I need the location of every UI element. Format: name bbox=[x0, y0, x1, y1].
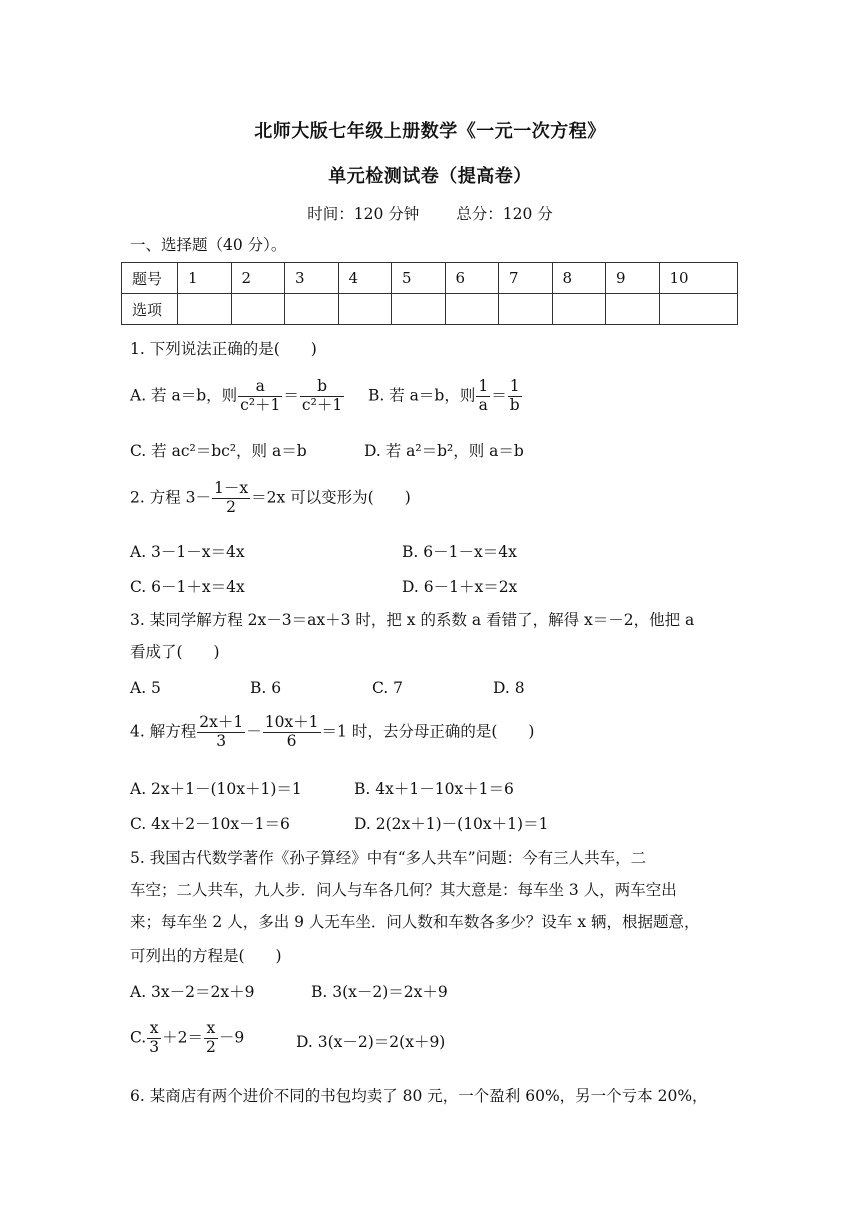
table-cell: 10 bbox=[659, 263, 738, 294]
q3-option-c: C. 7 bbox=[372, 679, 404, 697]
q1-option-b: B. 若 a＝b，则 $\frac{1}{a}$ ＝ $\frac{1}{b}$ bbox=[368, 377, 520, 414]
exam-time: 时间：120 分钟 bbox=[307, 205, 420, 223]
answer-cell[interactable] bbox=[552, 294, 606, 325]
table-cell: 1 bbox=[178, 263, 232, 294]
fraction: $\frac{a}{\text{c²＋1}}$ bbox=[240, 377, 281, 414]
fraction: $\frac{2x+1}{3}$ bbox=[199, 713, 244, 750]
q4-option-c: C. 4x＋2－10x－1＝6 bbox=[130, 815, 290, 833]
answer-cell[interactable] bbox=[392, 294, 446, 325]
q5-stem-line4: 可列出的方程是( ) bbox=[130, 947, 282, 965]
table-cell: 4 bbox=[338, 263, 392, 294]
table-header-cell: 题号 bbox=[122, 263, 178, 294]
q3-option-a: A. 5 bbox=[130, 679, 161, 697]
table-cell: 9 bbox=[606, 263, 660, 294]
page-subtitle: 单元检测试卷（提高卷） bbox=[328, 166, 532, 187]
table-cell: 7 bbox=[499, 263, 553, 294]
fraction: $\frac{1}{a}$ bbox=[478, 377, 489, 414]
q5-option-c: C. $\frac{x}{3}$ ＋2＝ $\frac{x}{2}$ －9 bbox=[130, 1019, 245, 1056]
page-title: 北师大版七年级上册数学《一元一次方程》 bbox=[254, 121, 606, 142]
q5-stem-line2: 车空；二人共车，九人步．问人与车各几何？其大意是：每车坐 3 人，两车空出 bbox=[130, 881, 677, 899]
table-cell: 5 bbox=[392, 263, 446, 294]
table-row bbox=[122, 263, 738, 294]
answer-cell[interactable] bbox=[445, 294, 499, 325]
q2-option-c: C. 6－1＋x＝4x bbox=[130, 578, 245, 596]
q2-stem: 2. 方程 3－ $\frac{1-x}{2}$ ＝2x 可以变形为( ) bbox=[130, 479, 411, 516]
q1-option-a: A. 若 a＝b，则 $\frac{a}{\text{c²＋1}}$ ＝ $\frac{b}{\text{c²＋1}}$ bbox=[130, 377, 343, 414]
q3-option-d: D. 8 bbox=[493, 679, 525, 697]
q2-option-d: D. 6－1＋x＝2x bbox=[402, 578, 518, 596]
q2-option-a: A. 3－1－x＝4x bbox=[130, 543, 245, 561]
q5-stem-line1: 5. 我国古代数学著作《孙子算经》中有“多人共车”问题：今有三人共车，二 bbox=[130, 849, 647, 867]
table-header-cell: 选项 bbox=[122, 294, 178, 325]
exam-score: 总分：120 分 bbox=[456, 205, 553, 223]
fraction: $\frac{10x+1}{6}$ bbox=[264, 713, 319, 750]
q5-option-d: D. 3(x－2)＝2(x＋9) bbox=[296, 1033, 446, 1051]
answer-cell[interactable] bbox=[659, 294, 738, 325]
table-cell: 2 bbox=[231, 263, 285, 294]
q1-stem: 1. 下列说法正确的是( ) bbox=[130, 340, 317, 358]
answer-cell[interactable] bbox=[606, 294, 660, 325]
table-cell: 6 bbox=[445, 263, 499, 294]
q3-stem-line1: 3. 某同学解方程 2x－3＝ax＋3 时，把 x 的系数 a 看错了，解得 x＝－2，他把 a bbox=[130, 611, 695, 629]
section-heading: 一、选择题（40 分）。 bbox=[130, 236, 287, 254]
answer-cell[interactable] bbox=[285, 294, 339, 325]
fraction: $\frac{x}{3}$ bbox=[149, 1019, 160, 1056]
q4-option-a: A. 2x＋1－(10x＋1)＝1 bbox=[130, 780, 302, 798]
q3-stem-line2: 看成了( ) bbox=[130, 643, 220, 661]
q5-option-a: A. 3x－2＝2x＋9 bbox=[130, 983, 255, 1001]
fraction: $\frac{1-x}{2}$ bbox=[214, 479, 249, 516]
fraction: $\frac{1}{b}$ bbox=[509, 377, 520, 414]
q3-option-b: B. 6 bbox=[250, 679, 282, 697]
q2-option-b: B. 6－1－x＝4x bbox=[402, 543, 517, 561]
q4-option-b: B. 4x＋1－10x＋1＝6 bbox=[354, 780, 514, 798]
answer-cell[interactable] bbox=[338, 294, 392, 325]
q5-option-b: B. 3(x－2)＝2x＋9 bbox=[311, 983, 448, 1001]
q5-stem-line3: 来；每车坐 2 人，多出 9 人无车坐．问人数和车数各多少？设车 x 辆，根据题意， bbox=[130, 913, 700, 931]
q1-option-c: C. 若 ac²＝bc²，则 a＝b bbox=[130, 442, 307, 460]
q6-stem-line1: 6. 某商店有两个进价不同的书包均卖了 80 元，一个盈利 60%，另一个亏本 20%， bbox=[130, 1087, 708, 1105]
answer-table bbox=[121, 262, 738, 325]
exam-meta bbox=[0, 202, 860, 224]
fraction: $\frac{b}{\text{c²＋1}}$ bbox=[301, 377, 343, 414]
table-cell: 3 bbox=[285, 263, 339, 294]
q4-option-d: D. 2(2x＋1)－(10x＋1)＝1 bbox=[354, 815, 549, 833]
answer-cell[interactable] bbox=[231, 294, 285, 325]
q4-stem: 4. 解方程 $\frac{2x+1}{3}$ － $\frac{10x+1}{6}$ ＝1 时，去分母正确的是( ) bbox=[130, 713, 535, 750]
fraction: $\frac{x}{2}$ bbox=[205, 1019, 216, 1056]
answer-cell[interactable] bbox=[499, 294, 553, 325]
q1-option-d: D. 若 a²＝b²，则 a＝b bbox=[364, 442, 524, 460]
answer-cell[interactable] bbox=[178, 294, 232, 325]
table-row bbox=[122, 294, 738, 325]
table-cell: 8 bbox=[552, 263, 606, 294]
